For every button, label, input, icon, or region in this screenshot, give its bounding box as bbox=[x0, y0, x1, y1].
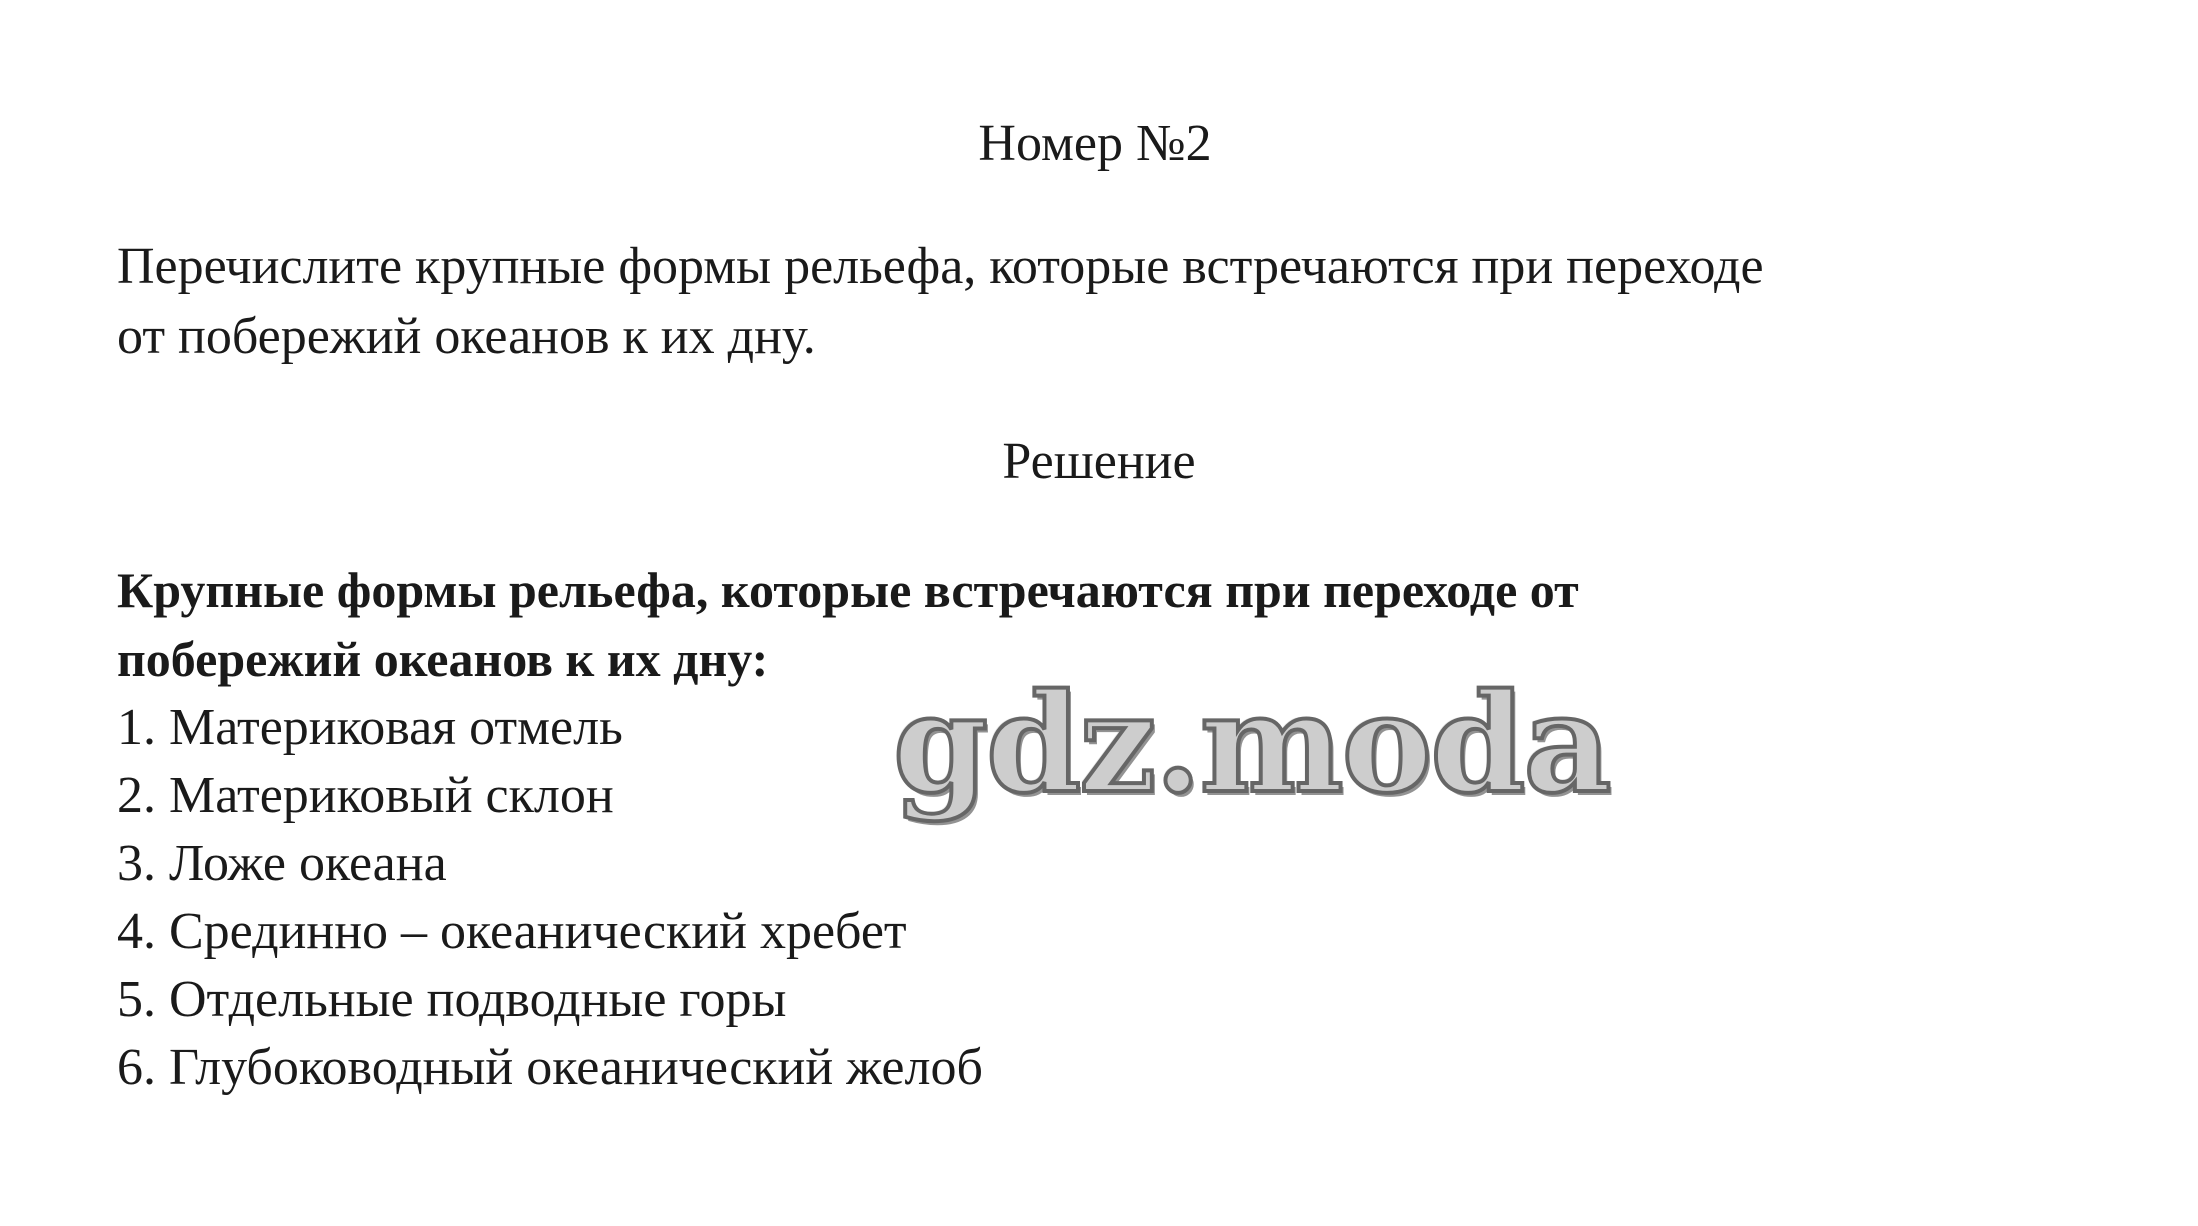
list-item: 6. Глубоководный океанический желоб bbox=[117, 1039, 983, 1096]
list-item: 5. Отдельные подводные горы bbox=[117, 971, 787, 1028]
list-item: 1. Материковая отмель bbox=[117, 699, 623, 756]
answer-lead-line: Крупные формы рельефа, которые встречаются при переходе от bbox=[117, 562, 1579, 618]
solution-heading: Решение bbox=[1002, 433, 1196, 490]
answer-lead-line: побережий океанов к их дну: bbox=[117, 631, 769, 687]
question-line: Перечислите крупные формы рельефа, которые встречаются при переходе bbox=[117, 238, 1764, 295]
watermark-logo: gdz.moda bbox=[893, 664, 1610, 824]
question-text bbox=[117, 232, 2117, 372]
list-item: 4. Срединно – океанический хребет bbox=[117, 903, 907, 960]
title-text: Номер №2 bbox=[978, 115, 1212, 172]
answer-block bbox=[117, 556, 2117, 1102]
question-line: от побережий океанов к их дну. bbox=[117, 308, 816, 365]
list-item: 3. Ложе океана bbox=[117, 835, 447, 892]
list-item: 2. Материковый склон bbox=[117, 767, 614, 824]
page-title bbox=[0, 112, 2198, 176]
